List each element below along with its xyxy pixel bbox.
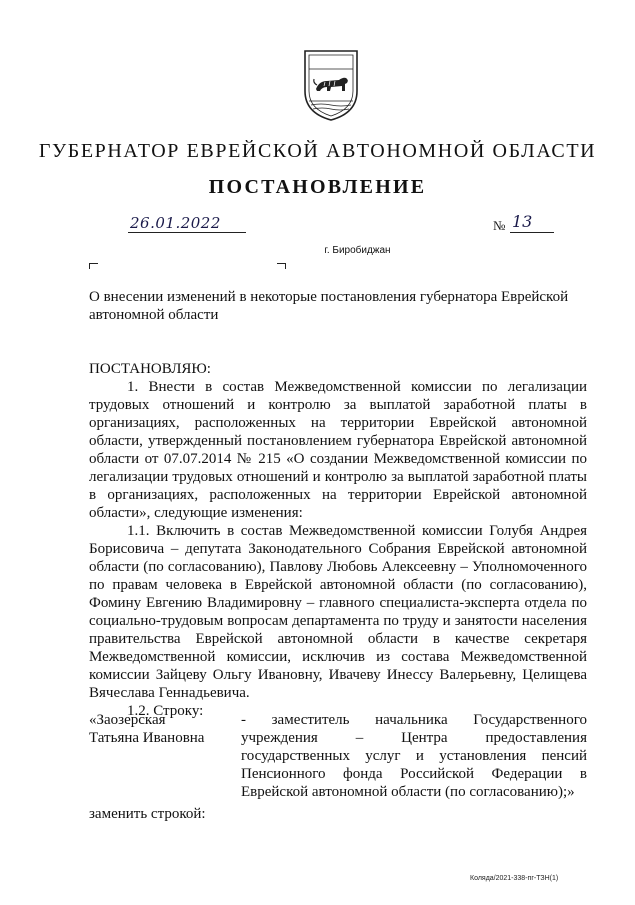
paragraph-item-1-2: 1.2. Строку: [127, 703, 204, 719]
document-date: 26.01.2022 [130, 214, 221, 232]
date-underline [128, 232, 246, 233]
member-name-line-2: Татьяна Ивановна [89, 730, 205, 746]
paragraph-item-1: 1. Внести в состав Межведомственной комиссии по легализации трудовых отношений и контролю за выплатой заработной платы в организациях, расположенных на территории Еврейской автономной области, утвержденный постановлением губернатора Еврейской автономной области от 07.07.2014 № 215 «О создании Межведомственной комиссии по легализации трудовых отношений и контролю за выплатой заработной платы в организациях, расположенных на территории Еврейской автономной области», следующие изменения: [89, 379, 587, 521]
city-label: г. Биробиджан [324, 245, 391, 256]
subject-corner-right [277, 263, 286, 269]
number-underline [510, 232, 554, 233]
replace-with-text: заменить строкой: [89, 806, 206, 822]
coat-of-arms-icon [301, 47, 361, 123]
number-label: № [493, 218, 506, 233]
document-kind: ПОСТАНОВЛЕНИЕ [208, 176, 427, 198]
member-name [89, 711, 229, 747]
document-subject: О внесении изменений в некоторые постановления губернатора Еврейской автономной области [89, 289, 569, 323]
resolution-heading: ПОСТАНОВЛЯЮ: [89, 361, 211, 377]
member-position: - заместитель начальника Государственного учреждения – Центра предоставления государственных услуг и установления пенсий Пенсионного фонда Российской Федерации в Еврейской автономной области (по согласованию);» [241, 712, 587, 800]
member-name-line-1: «Заозерская [89, 712, 166, 728]
governor-title: ГУБЕРНАТОР ЕВРЕЙСКОЙ АВТОНОМНОЙ ОБЛАСТИ [38, 140, 597, 162]
subject-corner-left [89, 263, 98, 269]
paragraph-item-1-1: 1.1. Включить в состав Межведомственной комиссии Голубя Андрея Борисовича – депутата Законодательного Собрания Еврейской автономной области (по согласованию), Павлову Любовь Алексеевну – Уполномоченного по правам человека в Еврейской автономной области (по согласованию), Фомину Евгению Владимировну – главного специалиста-эксперта отдела по социально-трудовым вопросам департамента по труду и занятости населения правительства Еврейской автономной области в качестве секретаря Межведомственной комиссии, исключив из состава Межведомственной комиссии Зайцеву Ольгу Ивановну, Ивачеву Инессу Валерьевну, Целищева Вячеслава Геннадьевича. [89, 523, 587, 701]
footer-code: Коляда/2021-338-пг-ТЗН(1) [470, 875, 559, 882]
document-number: 13 [512, 212, 533, 231]
document-body [89, 360, 587, 720]
